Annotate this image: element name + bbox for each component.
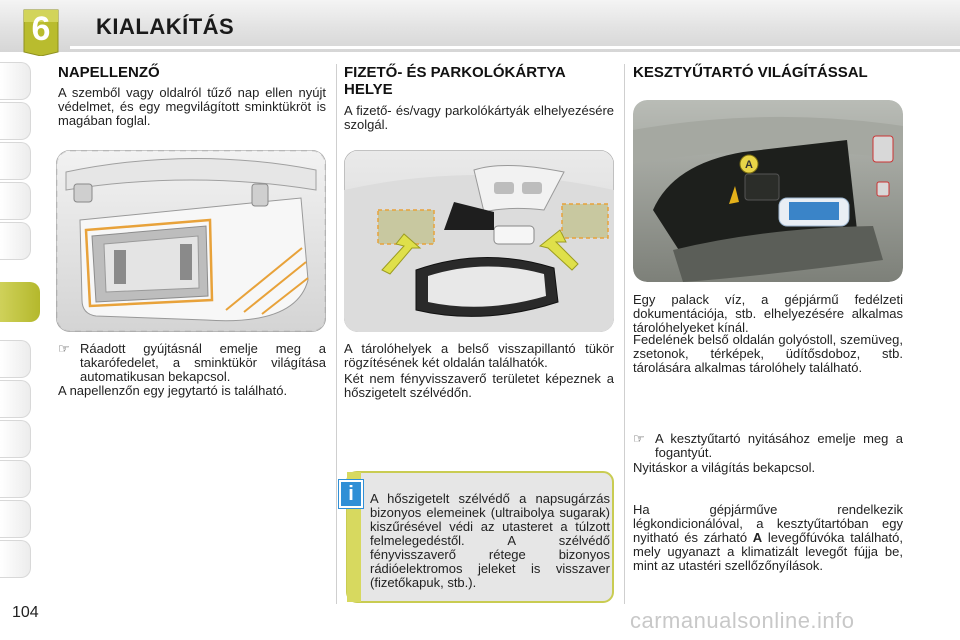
side-tab-12[interactable] (0, 540, 31, 578)
info-icon: i (339, 480, 363, 508)
glovebox-light-text: Nyitáskor a világítás bekapcsol. (633, 460, 816, 475)
side-tab-4[interactable] (0, 182, 31, 220)
hand-pointer-icon: ☞ (58, 341, 70, 356)
side-tab-1[interactable] (0, 62, 31, 100)
sun-visor-note: A napellenzőn egy jegytartó is található. (58, 383, 288, 398)
card-holder-location: A tárolóhelyek a belső visszapillantó tükör rögzítésének két oldalán találhatók. (344, 341, 614, 370)
page-number: 104 (12, 604, 39, 621)
side-tab-6-active[interactable] (0, 282, 40, 322)
sun-visor-intro: A szemből vagy oldalról tűző nap ellen nyújt védelmet, és egy megvilágított sminktükröt is magában foglal. (58, 85, 326, 128)
glovebox-ac-text: Ha gépjárműve rendelkezik légkondicionálóval, a kesztyűtartóban egy nyitható és zárható A levegőfúvóka található, mely ugyanazt a klimatizált levegőt fújja be, mint az utastéri szellőzőnyílások. (633, 502, 903, 573)
side-tab-5[interactable] (0, 222, 31, 260)
sun-visor-heading: NAPELLENZŐ (58, 64, 160, 81)
card-holder-areas: Két nem fényvisszaverő területet képeznek a hőszigetelt szélvédőn. (344, 371, 614, 400)
column-divider (336, 64, 337, 604)
glovebox-photo (633, 100, 903, 282)
card-holder-heading: FIZETŐ- ÉS PARKOLÓKÁRTYA HELYE (344, 64, 566, 98)
chapter-number: 6 (31, 10, 51, 48)
side-tab-8[interactable] (0, 380, 31, 418)
side-tab-3[interactable] (0, 142, 31, 180)
glovebox-heading: KESZTYŰTARTÓ VILÁGÍTÁSSAL (633, 64, 868, 81)
sun-visor-bullet (58, 342, 326, 384)
side-tab-7[interactable] (0, 340, 31, 378)
column-divider (624, 64, 625, 604)
glovebox-bullet-text: A kesztyűtartó nyitásához emelje meg a fogantyút. (655, 431, 903, 460)
footer-watermark: carmanualsonline.info (630, 608, 855, 633)
info-box-text: A hőszigetelt szélvédő a napsugárzás bizonyos elemeinek (ultraibolya sugarak) kiszűrésével védi az utasteret a túlzott felmelegedéstől. A szélvédő fényvisszaverő rétege bizonyos rádióelektromos jeleket is visszaver (fizetőkapuk, stb.). (370, 491, 610, 590)
glovebox-lid-text: Fedelének belső oldalán golyóstoll, szemüveg, zsetonok, térképek, üdítősdoboz, stb. tárolására alkalmas tárolóhely található. (633, 332, 903, 375)
side-tab-10[interactable] (0, 460, 31, 498)
sun-visor-bullet-text: Ráadott gyújtásnál emelje meg a takarófedelet, a sminktükör világítása automatikusan bekapcsol. (80, 341, 326, 384)
side-tab-11[interactable] (0, 500, 31, 538)
sun-visor-illustration (56, 150, 326, 332)
card-holder-intro: A fizető- és/vagy parkolókártyák elhelyezésére szolgál. (344, 103, 614, 132)
page-title: KIALAKÍTÁS (96, 14, 235, 39)
hand-pointer-icon: ☞ (633, 431, 645, 446)
side-tab-2[interactable] (0, 102, 31, 140)
card-holder-illustration (344, 150, 614, 332)
glovebox-bullet (633, 432, 903, 460)
side-tab-9[interactable] (0, 420, 31, 458)
glovebox-callout-a: A (745, 159, 753, 171)
header-underline (70, 46, 960, 49)
glovebox-intro: Egy palack víz, a gépjármű fedélzeti dokumentációja, stb. elhelyezésére alkalmas tárolóhelyeket kínál. (633, 292, 903, 335)
